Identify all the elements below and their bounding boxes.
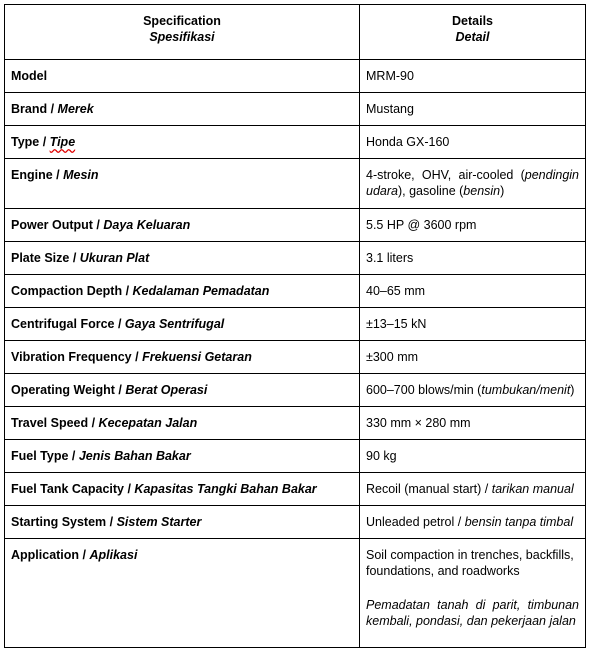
value-cell [360,506,586,539]
table-row-plate-size [5,242,586,275]
value-part-italic: pendingin udara [366,168,579,198]
label-en: Engine / [11,168,64,182]
label-cell [5,60,360,93]
value-part-italic: tumbukan/menit [481,383,571,397]
label-en: Starting System / [11,515,117,529]
label-en: Vibration Frequency / [11,350,143,364]
label-en: Application / [11,548,90,562]
label-cell [5,539,360,648]
table-row-model [5,60,586,93]
label-cell [5,126,360,159]
value-cell: ±13–15 kN [360,308,586,341]
header-specification-en: Specification [143,14,221,28]
label-id: Gaya Sentrifugal [124,317,225,331]
label-id: Kedalaman Pemadatan [132,284,270,298]
label-en: Operating Weight / [11,383,126,397]
label-en: Fuel Type / [11,449,79,463]
table-row-engine [5,159,586,209]
label-cell [5,407,360,440]
label-en: Power Output / [11,218,104,232]
label-id: Daya Keluaran [103,218,191,232]
spec-table [4,4,586,648]
label-id: Sistem Starter [116,515,202,529]
table-row-power-output [5,209,586,242]
value-cell: 330 mm × 280 mm [360,407,586,440]
label-cell [5,473,360,506]
value-part-italic: bensin [463,184,501,198]
table-row-starting-system [5,506,586,539]
label-cell [5,374,360,407]
table-row-operating-weight [5,374,586,407]
table-row-application [5,539,586,648]
header-details-en: Details [452,14,493,28]
label-en: Fuel Tank Capacity / [11,482,135,496]
value-cell: ±300 mm [360,341,586,374]
table-row-travel-speed [5,407,586,440]
value-cell: Honda GX-160 [360,126,586,159]
value-cell [360,473,586,506]
value-cell: Mustang [360,93,586,126]
label-id: Kecepatan Jalan [98,416,198,430]
value-cell: 3.1 liters [360,242,586,275]
value-part: Unleaded petrol / [366,515,465,529]
value-cell: MRM-90 [360,60,586,93]
value-part-italic: bensin tanpa timbal [464,515,574,529]
value-cell [360,539,586,648]
label-en: Centrifugal Force / [11,317,125,331]
label-cell [5,341,360,374]
label-cell [5,440,360,473]
value-cell [360,374,586,407]
label-cell [5,275,360,308]
label-id: Aplikasi [89,548,138,562]
header-details-id: Detail [455,30,490,44]
value-cell: 40–65 mm [360,275,586,308]
label-id: Berat Operasi [125,383,208,397]
label-id: Merek [57,102,94,116]
label-cell [5,308,360,341]
value-cell: 5.5 HP @ 3600 rpm [360,209,586,242]
label-cell [5,506,360,539]
label-id: Mesin [63,168,99,182]
value-part: 600–700 blows/min ( [366,383,482,397]
table-row-brand [5,93,586,126]
label-id: Jenis Bahan Bakar [78,449,191,463]
table-row-type [5,126,586,159]
label-en: Travel Speed / [11,416,99,430]
label-id: Ukuran Plat [79,251,150,265]
label-id: Kapasitas Tangki Bahan Bakar [134,482,317,496]
value-part: ) [570,383,575,397]
value-part-italic: tarikan manual [491,482,574,496]
label-cell [5,209,360,242]
label-en: Plate Size / [11,251,80,265]
table-row-vibration-frequency [5,341,586,374]
value-cell: 90 kg [360,440,586,473]
table-row-compaction-depth [5,275,586,308]
table-header-row [5,5,586,60]
label-id-spellcheck: Tipe [49,135,76,149]
application-id: Pemadatan tanah di parit, timbunan kembali, pondasi, dan pekerjaan jalan [366,598,579,628]
table-row-centrifugal-force [5,308,586,341]
label-cell [5,159,360,209]
value-part: ), gasoline ( [397,184,464,198]
label-id: Frekuensi Getaran [142,350,252,364]
value-part: Recoil (manual start) / [366,482,492,496]
label-en: Brand / [11,102,58,116]
table-row-fuel-tank-capacity [5,473,586,506]
table-row-fuel-type [5,440,586,473]
value-cell [360,159,586,209]
application-en: Soil compaction in trenches, backfills, foundations, and roadworks [366,548,574,578]
header-specification-id: Spesifikasi [149,30,215,44]
label-cell [5,242,360,275]
label-en: Type / [11,135,50,149]
label-cell [5,93,360,126]
header-specification [5,5,360,60]
value-part: ) [500,184,505,198]
label-en: Model [11,69,48,83]
header-details [360,5,586,60]
value-part: 4-stroke, OHV, air-cooled ( [366,168,525,182]
label-en: Compaction Depth / [11,284,133,298]
